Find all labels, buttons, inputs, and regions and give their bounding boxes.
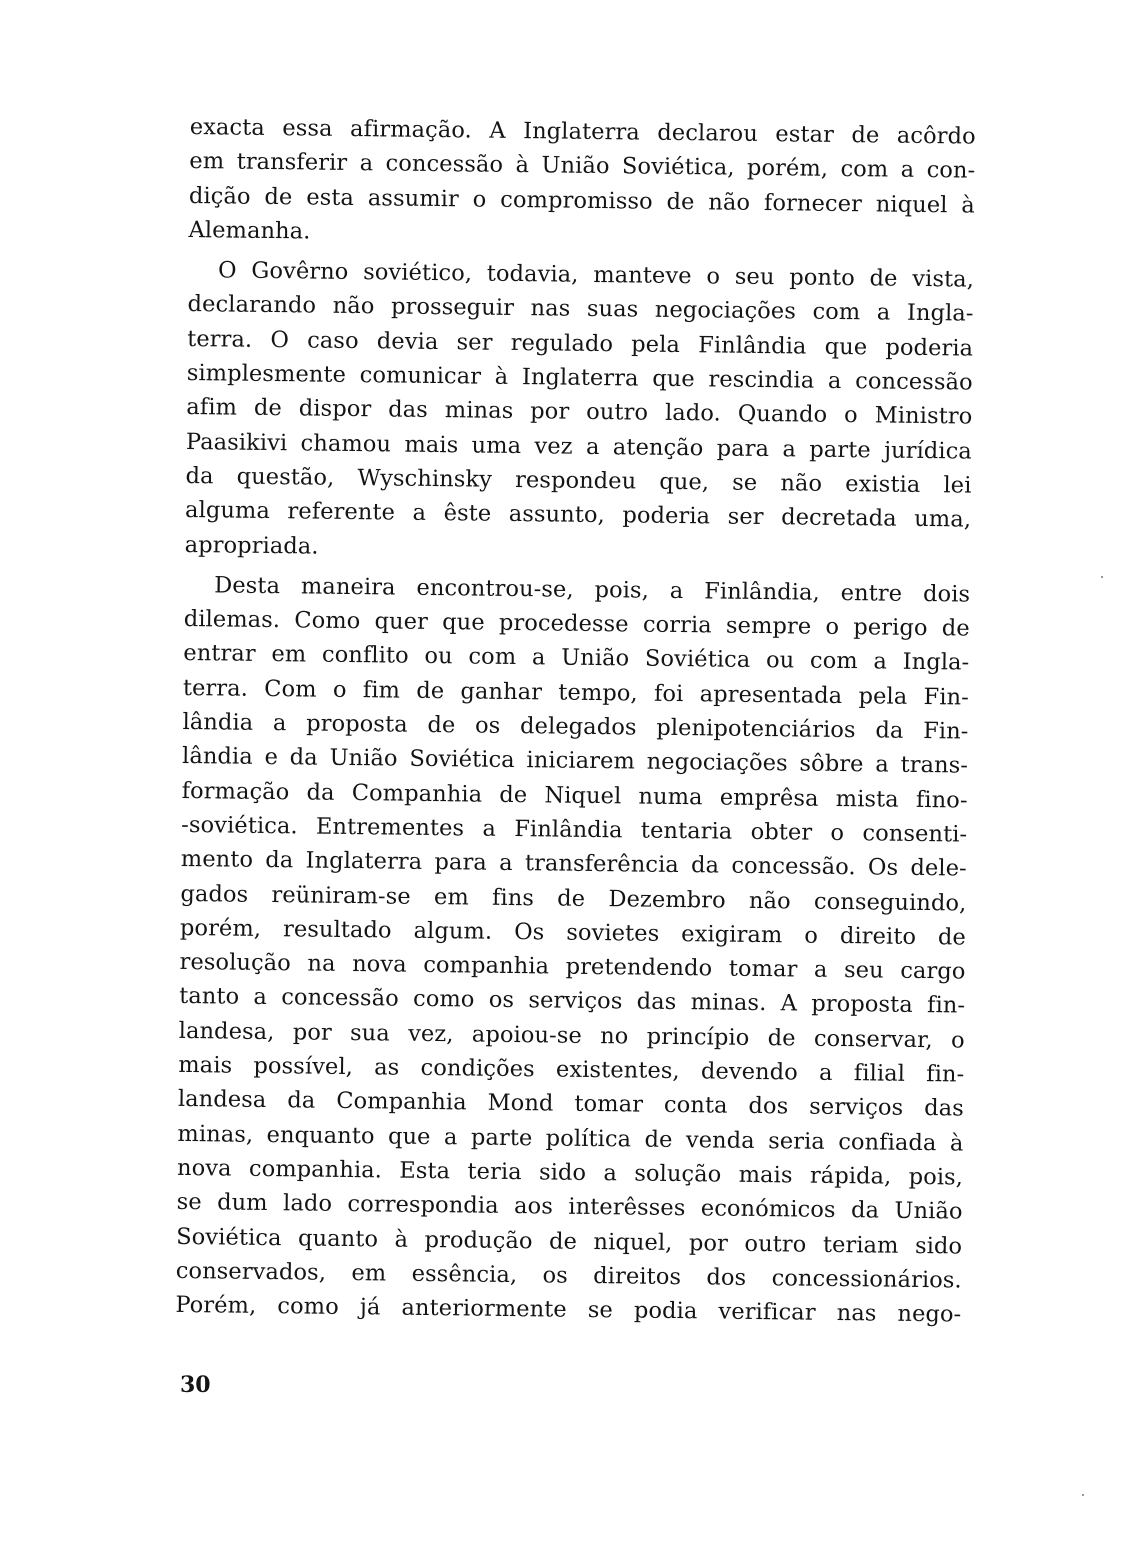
- text-line: entrar em conflito ou com a União Soviética ou com a Ingla-: [183, 640, 970, 677]
- body-text: [175, 110, 976, 1332]
- text-line: dição de esta assumir o compromisso de não fornecer niquel à: [188, 182, 976, 219]
- scan-speck: [1082, 1494, 1084, 1496]
- scan-speck: [1101, 576, 1103, 578]
- text-line: declarando não prosseguir nas suas negociações com a Ingla-: [187, 291, 974, 328]
- text-line: apropriada.: [184, 531, 319, 560]
- text-line: porém, resultado algum. Os sovietes exigiram o direito de: [179, 914, 967, 951]
- text-line: mais possível, as condições existentes, devendo a filial fin-: [178, 1051, 965, 1088]
- text-line: Desta maneira encontrou-se, pois, a Finlândia, entre dois: [214, 572, 971, 608]
- text-line: terra. O caso devia ser regulado pela Finlândia que poderia: [187, 325, 974, 362]
- text-line: Soviética quanto à produção de niquel, por outro teriam sido: [176, 1223, 963, 1260]
- text-line: afim de dispor das minas por outro lado. Quando o Ministro: [186, 394, 973, 430]
- text-line: landesa, por sua vez, apoiou-se no princípio de conservar, o: [178, 1017, 965, 1054]
- text-line: O Govêrno soviético, todavia, manteve o seu ponto de vista,: [217, 257, 975, 293]
- text-line: dilemas. Como quer que procedesse corria sempre o perigo de: [183, 606, 970, 642]
- text-line: lândia e da União Soviética iniciarem negociações sôbre a trans-: [181, 743, 969, 779]
- paragraph-2: [184, 253, 974, 571]
- text-line: se dum lado correspondia aos interêsses económicos da União: [176, 1189, 963, 1225]
- text-line: landesa da Companhia Mond tomar conta dos serviços das: [177, 1086, 965, 1122]
- text-line: em transferir a concessão à União Soviética, porém, com a con-: [189, 148, 976, 184]
- text-line: exacta essa afirmação. A Inglaterra declarou estar de acôrdo: [189, 113, 976, 150]
- text-line: tanto a concessão como os serviços das minas. A proposta fin-: [179, 983, 966, 1019]
- text-line: lândia a proposta de os delegados plenipotenciários da Fin-: [182, 709, 969, 745]
- text-line: formação da Companhia de Niquel numa emprêsa mista fino-: [181, 777, 968, 814]
- text-line: da questão, Wyschinsky respondeu que, se não existia lei: [185, 462, 972, 499]
- text-line: conservados, em essência, os direitos dos concessionários.: [175, 1257, 962, 1294]
- text-line: -soviética. Entrementes a Finlândia tentaria obter o consenti-: [181, 811, 968, 848]
- text-line: Porém, como já anteriormente se podia verificar nas nego-: [175, 1292, 962, 1328]
- text-line: Alemanha.: [188, 216, 311, 245]
- text-line: resolução na nova companhia pretendendo tomar a seu cargo: [179, 949, 966, 985]
- paragraph-3: [175, 568, 970, 1332]
- text-line: alguma referente a êste assunto, poderia ser decretada uma,: [184, 497, 972, 533]
- paragraph-1: [188, 110, 976, 257]
- text-line: terra. Com o fim de ganhar tempo, foi apresentada pela Fin-: [182, 674, 970, 711]
- text-line: nova companhia. Esta teria sido a solução mais rápida, pois,: [176, 1154, 964, 1191]
- text-line: mento da Inglaterra para a transferência da concessão. Os dele-: [180, 846, 967, 882]
- text-line: Paasikivi chamou mais uma vez a atenção para a parte jurídica: [185, 428, 973, 465]
- text-line: minas, enquanto que a parte política de venda seria confiada à: [177, 1120, 964, 1157]
- page-number: 30: [180, 1372, 211, 1398]
- text-line: simplesmente comunicar à Inglaterra que rescindia a concessão: [186, 360, 973, 396]
- text-line: gados reüniram-se em fins de Dezembro não conseguindo,: [180, 880, 967, 917]
